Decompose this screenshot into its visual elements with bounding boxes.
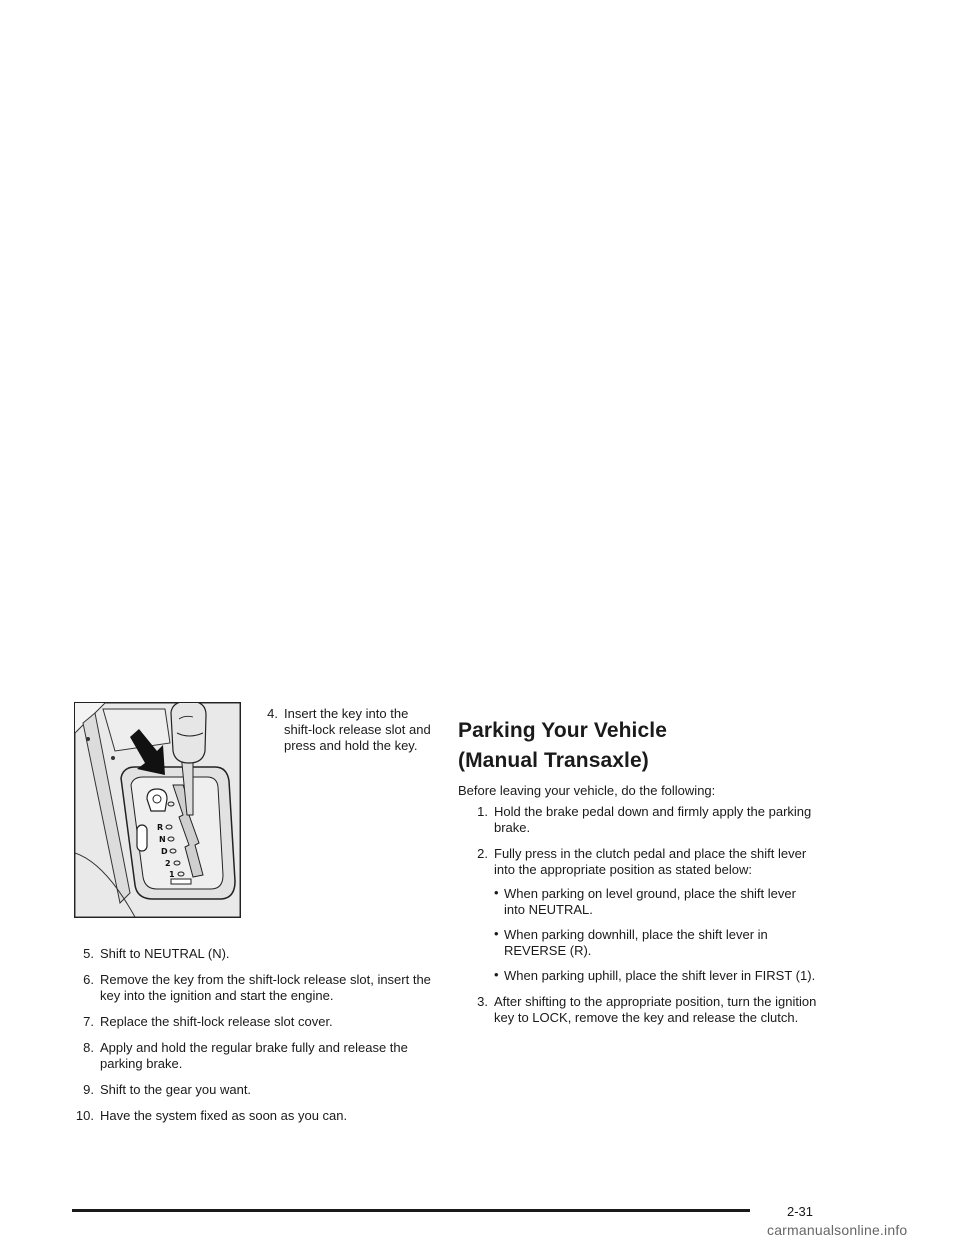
step-number: 5. — [83, 946, 94, 961]
step-number: 8. — [83, 1040, 94, 1055]
step-number: 4. — [267, 706, 278, 721]
footer-rule — [72, 1209, 750, 1212]
step-number: 6. — [83, 972, 94, 987]
left-column-steps — [72, 946, 432, 1134]
step-number: 2. — [477, 846, 488, 861]
step-text: Have the system fixed as soon as you can. — [100, 1108, 348, 1123]
step-4-block — [260, 706, 440, 764]
list-item — [72, 1014, 432, 1030]
watermark-text: carmanualsonline.info — [767, 1222, 908, 1238]
steps-list — [72, 946, 432, 1124]
shifter-drawing — [75, 703, 240, 917]
step-text: Fully press in the clutch pedal and place the shift lever into the appropriate position as stated below: — [494, 846, 807, 877]
parking-position-bullets — [494, 886, 818, 984]
parking-manual-transaxle-section — [458, 716, 818, 1036]
step-number: 9. — [83, 1082, 94, 1097]
bullet-icon: • — [494, 967, 499, 982]
list-item — [72, 972, 432, 1004]
list-item — [72, 1040, 432, 1072]
list-item — [466, 846, 818, 984]
bullet-text: When parking uphill, place the shift lever in FIRST (1). — [504, 968, 816, 983]
page-number: 2-31 — [787, 1204, 814, 1219]
section-title — [458, 716, 818, 776]
bullet-item — [494, 927, 818, 959]
shift-lock-release-illustration — [74, 702, 241, 918]
gear-label-1: 1 — [169, 870, 175, 879]
section-title-line-1: Parking Your Vehicle — [458, 719, 667, 742]
bullet-item — [494, 968, 818, 984]
step-text: Shift to NEUTRAL (N). — [100, 946, 230, 961]
step-number: 1. — [477, 804, 488, 819]
step-text: After shifting to the appropriate position, turn the ignition key to LOCK, remove the key and release the clutch. — [494, 994, 817, 1025]
gear-label-d: D — [161, 847, 168, 856]
step-number: 3. — [477, 994, 488, 1009]
step-number: 7. — [83, 1014, 94, 1029]
bullet-text: When parking on level ground, place the shift lever into NEUTRAL. — [504, 886, 796, 917]
step-text: Shift to the gear you want. — [100, 1082, 252, 1097]
step-text: Apply and hold the regular brake fully and release the parking brake. — [100, 1040, 408, 1071]
step-text: Replace the shift-lock release slot cover. — [100, 1014, 333, 1029]
step-text: Remove the key from the shift-lock release slot, insert the key into the ignition and start the engine. — [100, 972, 431, 1003]
bullet-icon: • — [494, 885, 499, 900]
list-item — [72, 1082, 432, 1098]
bullet-icon: • — [494, 926, 499, 941]
list-item — [466, 804, 818, 836]
section-intro: Before leaving your vehicle, do the following: — [458, 783, 716, 798]
list-item — [72, 1108, 432, 1124]
bullet-text: When parking downhill, place the shift lever in REVERSE (R). — [504, 927, 768, 958]
list-item — [260, 706, 440, 754]
step-number: 10. — [75, 1108, 94, 1123]
gear-label-n: N — [159, 835, 166, 844]
section-title-line-2: (Manual Transaxle) — [458, 749, 649, 772]
list-item — [72, 946, 432, 962]
list-item — [466, 994, 818, 1026]
gear-label-r: R — [157, 823, 164, 832]
bullet-item — [494, 886, 818, 918]
step-text: Hold the brake pedal down and firmly apply the parking brake. — [494, 804, 812, 835]
step-text: Insert the key into the shift-lock release slot and press and hold the key. — [284, 706, 431, 753]
gear-label-2: 2 — [165, 859, 171, 868]
parking-steps-list — [458, 804, 818, 1026]
